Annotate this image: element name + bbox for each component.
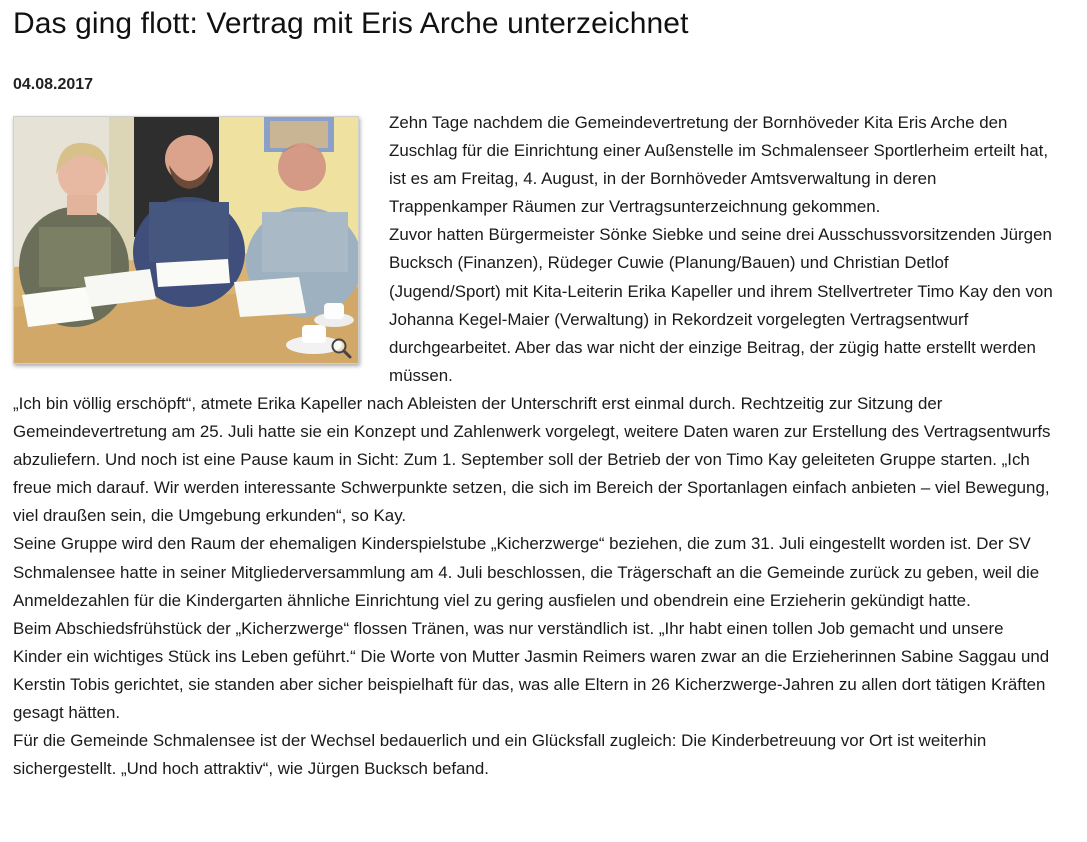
paragraph-4: Seine Gruppe wird den Raum der ehemaligen Kinderspielstube „Kicherzwerge“ beziehen, die zum 31. Juli eingestellt worden ist. Der SV Schmalensee hatte in seiner Mitgliederversammlung am 4. Juli beschlossen, die Trägerschaft an die Gemeinde zurück zu geben, weil die Anmeldezahlen für die Kindergarten ähnliche Einrichtung viel zu gering ausfielen und obendrein eine Erzieherin gekündigt hatte.: [13, 534, 1040, 610]
paragraph-1: Zehn Tage nachdem die Gemeindevertretung der Bornhöveder Kita Eris Arche den Zuschlag für die Einrichtung einer Außenstelle im Schmalenseer Sportlerheim erteilt hat, ist es am Freitag, 4. August, in der Bornhöveder Amtsverwaltung in deren Trappenkamper Räumen zur Vertragsunterzeichnung gekommen.: [389, 113, 1049, 217]
article: [13, 0, 1053, 783]
article-body: [13, 109, 1053, 783]
paragraph-5: Beim Abschiedsfrühstück der „Kicherzwerge“ flossen Tränen, was nur verständlich ist. „Ihr habt einen tollen Job gemacht und unsere Kinder ein wichtiges Stück ins Leben geführt.“ Die Worte von Mutter Jasmin Reimers waren zwar an die Erzieherinnen Sabine Saggau und Kerstin Tobis gerichtet, sie standen aber sicher beispielhaft für das, was alle Eltern in 26 Kicherzwerge-Jahren zu allen dort tätigen Kräften gesagt hätten.: [13, 618, 1050, 722]
article-title: Das ging flott: Vertrag mit Eris Arche unterzeichnet: [13, 7, 689, 40]
article-date: 04.08.2017: [13, 76, 94, 93]
article-photo[interactable]: [13, 116, 359, 364]
magnifier-icon[interactable]: [329, 336, 353, 360]
photo-signing-meeting: [14, 117, 358, 363]
paragraph-3: „Ich bin völlig erschöpft“, atmete Erika Kapeller nach Ableisten der Unterschrift erst einmal durch. Rechtzeitig zur Sitzung der Gemeindevertretung am 25. Juli hatte sie ein Konzept und Zahlenwerk vorgelegt, weitere Daten waren zur Erstellung des Vertragsentwurfs abzuliefern. Und noch ist eine Pause kaum in Sicht: Zum 1. September soll der Betrieb der von Timo Kay geleiteten Gruppe starten. „Ich freue mich darauf. Wir werden interessante Schwerpunkte setzen, die sich im Bereich der Sportanlagen einfach anbieten – viel Bewegung, viel draußen sein, die Umgebung erkunden“, so Kay.: [13, 393, 1051, 526]
paragraph-2: Zuvor hatten Bürgermeister Sönke Siebke und seine drei Ausschussvorsitzenden Jürgen Bucksch (Finanzen), Rüdeger Cuwie (Planung/Bauen) und Christian Detlof (Jugend/Sport) mit Kita-Leiterin Erika Kapeller und ihrem Stellvertreter Timo Kay den von Johanna Kegel-Maier (Verwaltung) in Rekordzeit vorgelegten Vertragsentwurf durchgearbeitet. Aber das war nicht der einzige Beitrag, der zügig hatte erstellt werden müssen.: [389, 225, 1053, 385]
paragraph-6: Für die Gemeinde Schmalensee ist der Wechsel bedauerlich und ein Glücksfall zugleich: Die Kinderbetreuung vor Ort ist weiterhin sichergestellt. „Und hoch attraktiv“, wie Jürgen Bucksch befand.: [13, 731, 987, 779]
